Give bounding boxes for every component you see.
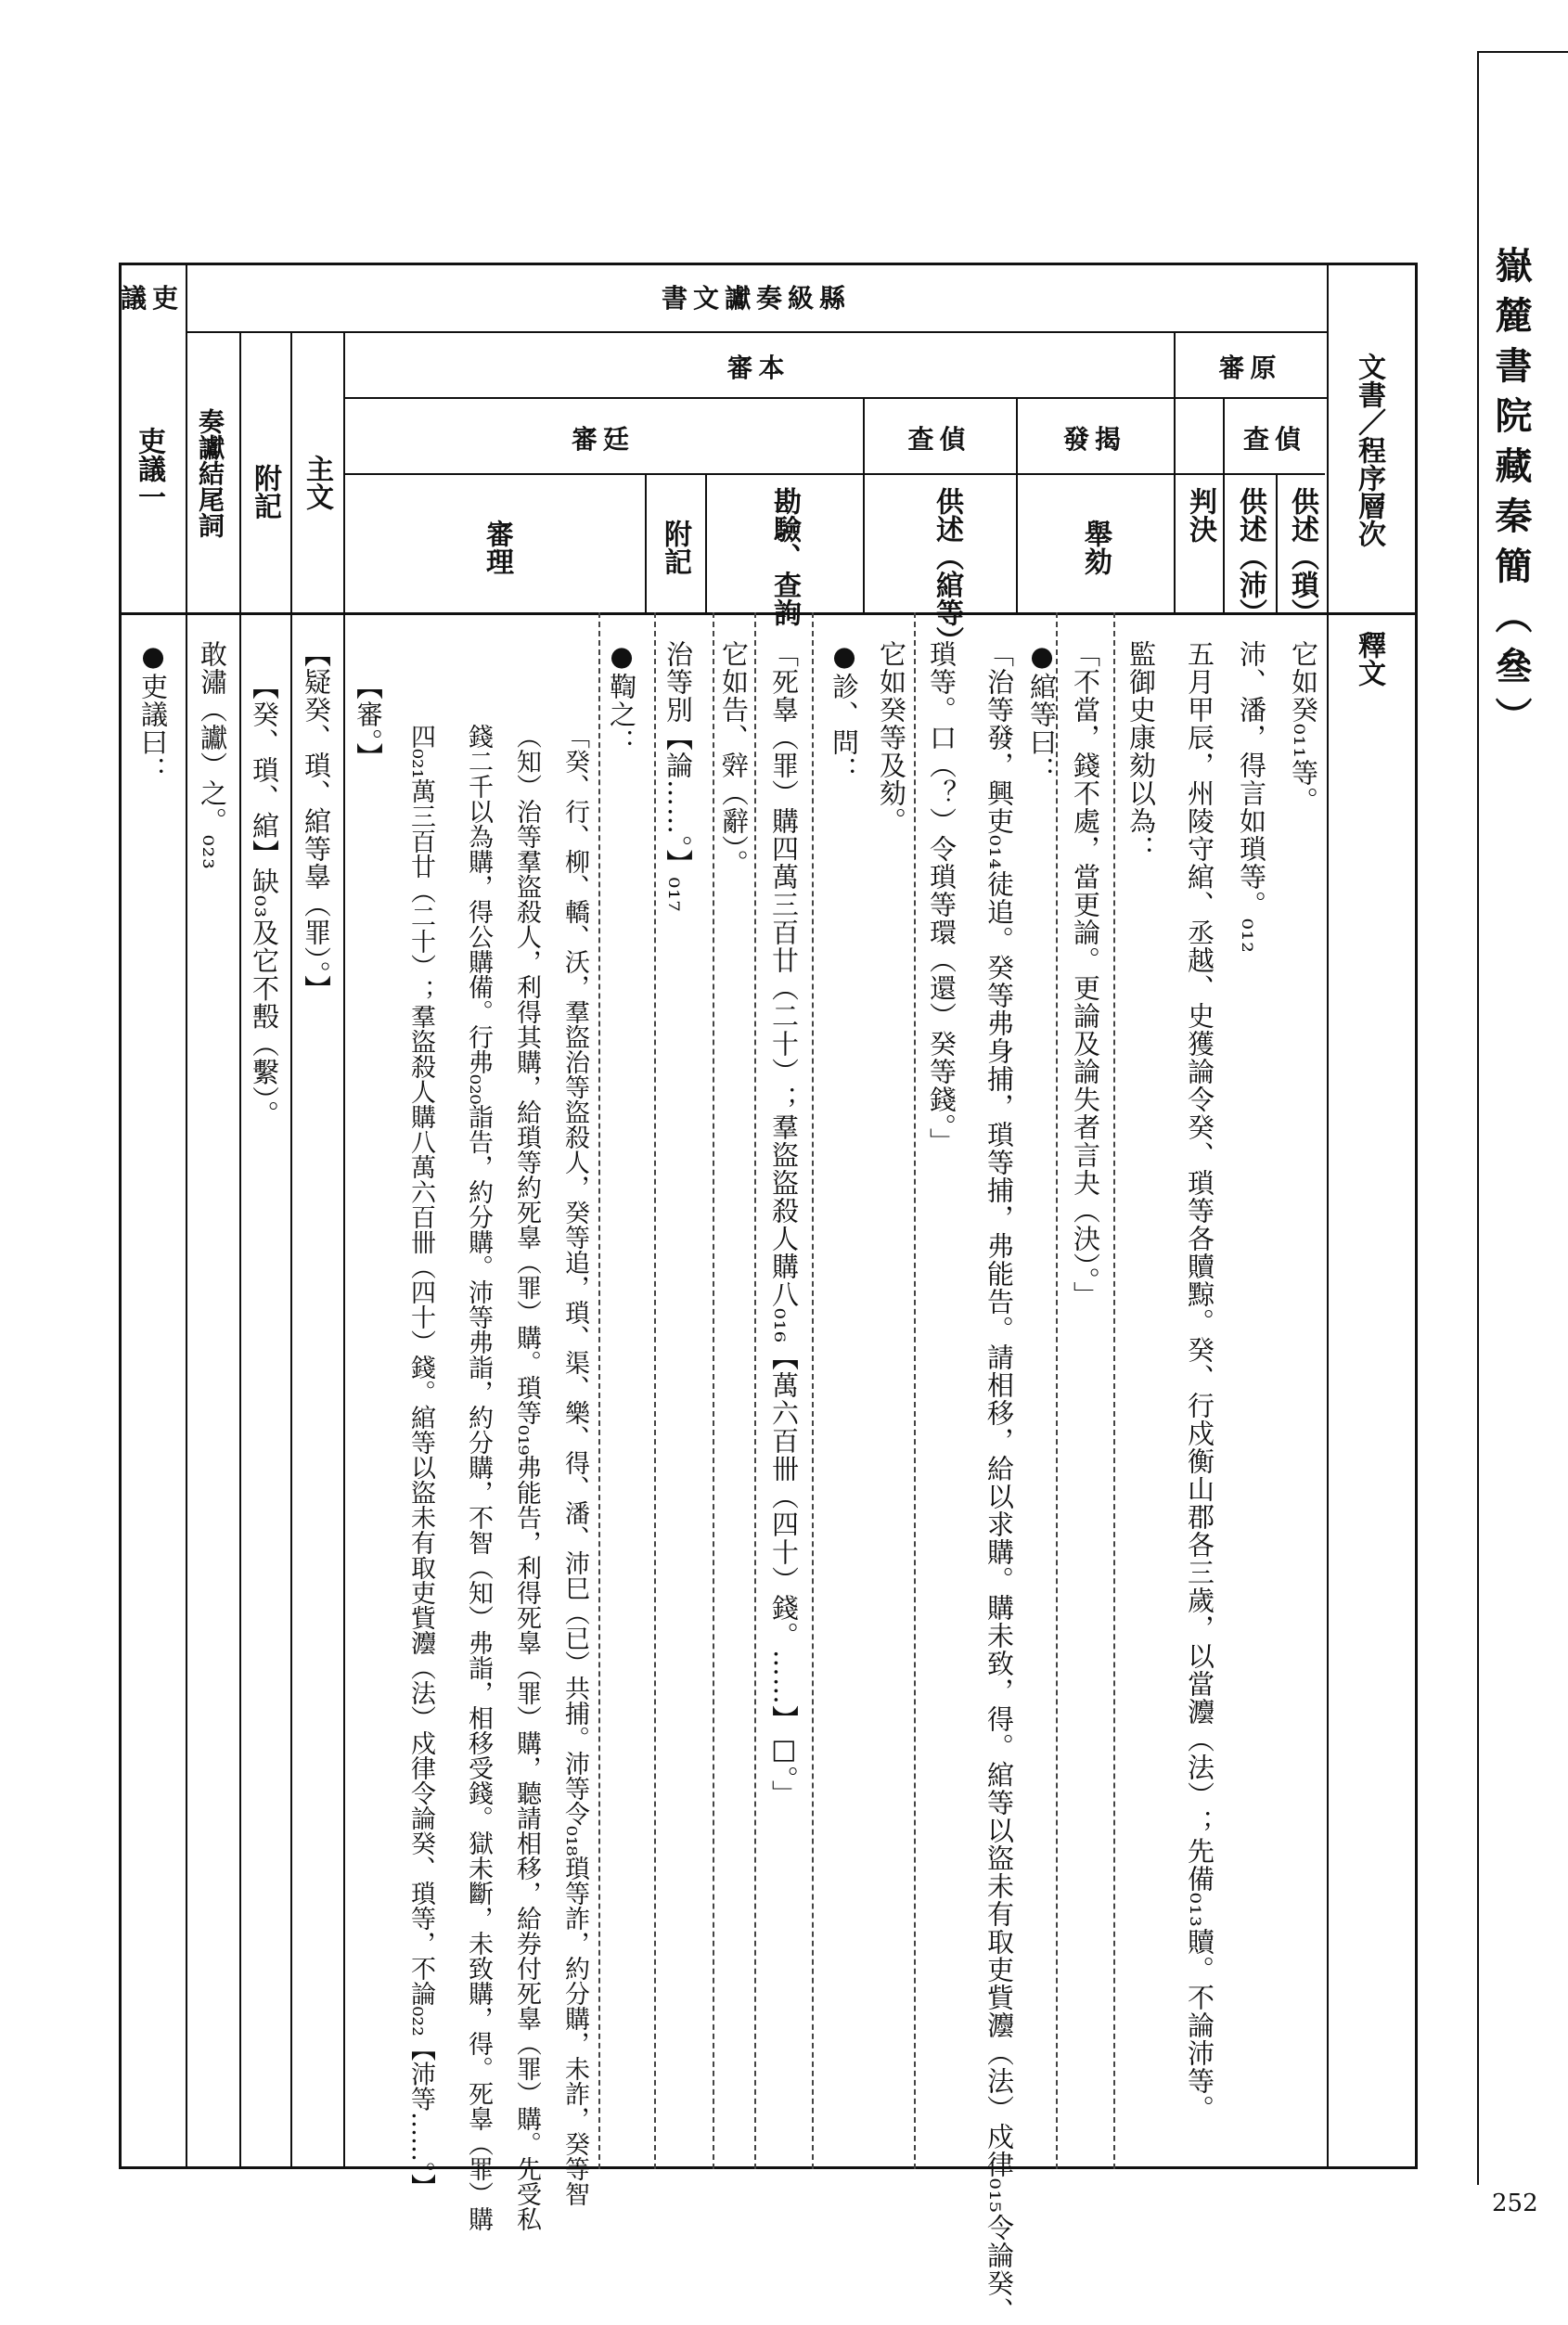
header-main: 書文讞奏級縣 [661, 283, 851, 314]
row-line-2 [343, 397, 1327, 399]
text-li-6: 【審。】 [353, 673, 384, 771]
text-pei: 沛、潘，得言如瑣等。₀₁₂ [1236, 640, 1267, 954]
col-line-xu [1327, 263, 1329, 2169]
header-doclevel: 文書／程序層次 [1353, 353, 1385, 547]
header-panjue: 判決 [1184, 487, 1216, 543]
header-fajie: 發揭 [1062, 424, 1126, 455]
text-li-4: 錢二千以為購，得公購備。行弗₀₂₀詣告，約分購。沛等弗詣，約分購，不智（知）弗詣，相移受錢。獄未斷，未致購，得。死辠（罪）購 [464, 724, 493, 2232]
dash-5 [812, 612, 814, 2169]
header-shenyuan: 審原 [1218, 353, 1282, 383]
header-fuji-2: 附記 [249, 464, 281, 520]
header-shenben: 審本 [726, 353, 790, 383]
text-kan-1: ●診、問： [829, 640, 860, 784]
text-wan-1: ●綰等曰： [1026, 640, 1058, 784]
text-li-5: 四₀₂₁萬三百廿（二十）；羣盜殺人購八萬六百卌（四十）錢。綰等以盜未有取吏貲灋（法）戍律令論癸、瑣等，不論₀₂₂【沛等……。】 [406, 724, 435, 2200]
header-shenting: 審廷 [571, 424, 635, 455]
right-margin-top-rule [1477, 51, 1568, 53]
text-wan-3: 瑣等。口（？）令瑣等環（還）癸等錢。」 [926, 640, 958, 1156]
header-fuji: 附記 [659, 520, 691, 575]
text-pan: 五月甲辰，州陵守綰、丞越、史獲論令癸、瑣等各贖黥。癸、行戍衡山郡各三歲，以當灋（法）；先備₀₁₃贖。不論沛等。 [1184, 640, 1215, 2123]
book-title: 嶽麓書院藏秦簡（叄） [1489, 246, 1533, 747]
dash-1 [598, 612, 600, 2169]
text-ju-2: 「不當，錢不處，當更論。更論及論失者言夬（決）。」 [1070, 640, 1101, 1309]
text-li-2: 「癸、行、柳、轎、沃，羣盜治等盜殺人，癸等追，瑣、渠、樂、得、潘、沛巳（已）共捕。沛等令₀₁₈瑣等詐，約分購，未詐，癸等智 [560, 724, 589, 2207]
dash-7 [1056, 612, 1058, 2169]
text-xu: 它如癸₀₁₁等。 [1288, 640, 1319, 815]
header-kanyan: 勘驗、查詢 [768, 487, 801, 626]
col-line-1 [239, 331, 241, 2169]
col-line-2 [290, 331, 292, 2169]
col-line-fuji [705, 473, 707, 612]
row-line-4 [343, 473, 1174, 475]
text-fu: 治等別【論……。】₀₁₇ [662, 640, 694, 913]
col-line-3 [343, 331, 345, 2169]
dash-8 [1113, 612, 1115, 2169]
dash-4 [754, 612, 756, 2169]
text-kan-3: 它如告、辤（辭）。 [718, 640, 750, 878]
header-chazhen: 查偵 [907, 424, 971, 455]
header-gongshu-pei: 供述（沛） [1234, 487, 1266, 626]
right-margin-rule [1477, 51, 1479, 2185]
text-wan-2: 「治等發，興吏₀₁₄徒追。癸等弗身捕，瑣等捕，弗能告。請相移，給以求購。購未致，得。綰等以盜未有取吏貲灋（法）戍律₀₁₅令論癸、 [983, 640, 1015, 2325]
text-kan-2: 「死辠（罪）購四萬三百廿（二十）；羣盜盜殺人購八₀₁₆【萬六百卌（四十）錢。……】□。」 [768, 640, 800, 1808]
header-gongshu-wan: 供述（綰等） [931, 487, 963, 654]
dash-3 [713, 612, 714, 2169]
header-juhe: 舉劾 [1079, 520, 1112, 575]
col-line-pei [1276, 473, 1278, 612]
header-shenli: 審理 [481, 520, 513, 575]
header-yili: 議吏 [120, 283, 184, 314]
text-zou: 敢潚（讞）之。₀₂₃ [197, 640, 228, 870]
header-zhuwen: 主文 [301, 455, 333, 510]
col-line-yili [186, 263, 187, 2169]
col-line-shenli [645, 473, 647, 612]
dash-2 [654, 612, 656, 2169]
text-fu2: 【癸、瑣、綰】缺₀₃及它不毄（繫）。 [249, 673, 280, 1128]
text-zhu: 【疑癸、瑣、綰等辠（罪）。】 [301, 640, 332, 1003]
text-liyi: ●吏議曰： [137, 640, 169, 784]
dash-6 [914, 612, 916, 2169]
row-line-1 [186, 331, 1327, 333]
page-number: 252 [1492, 2190, 1538, 2217]
text-li-3: （知）治等羣盜殺人，利得其購，給瑣等約死辠（罪）購。瑣等₀₁₉弗能告，利得死辠（罪）購，聽請相移，給券付死辠（罪）購。先受私 [512, 724, 541, 2232]
header-liyi-yi: 吏議一 [133, 427, 165, 510]
header-chazhen-2: 查偵 [1242, 424, 1306, 455]
text-ju-1: 監御史康劾以為： [1125, 640, 1157, 863]
header-shiwen: 釋文 [1353, 631, 1385, 687]
text-wan-4: 它如癸等及劾。 [876, 640, 907, 835]
header-zouyan: 奏讞結尾詞 [195, 408, 225, 538]
header-gongshu-xu: 供述（瑣） [1286, 487, 1318, 626]
text-li-1: ●鞫之： [606, 640, 637, 756]
